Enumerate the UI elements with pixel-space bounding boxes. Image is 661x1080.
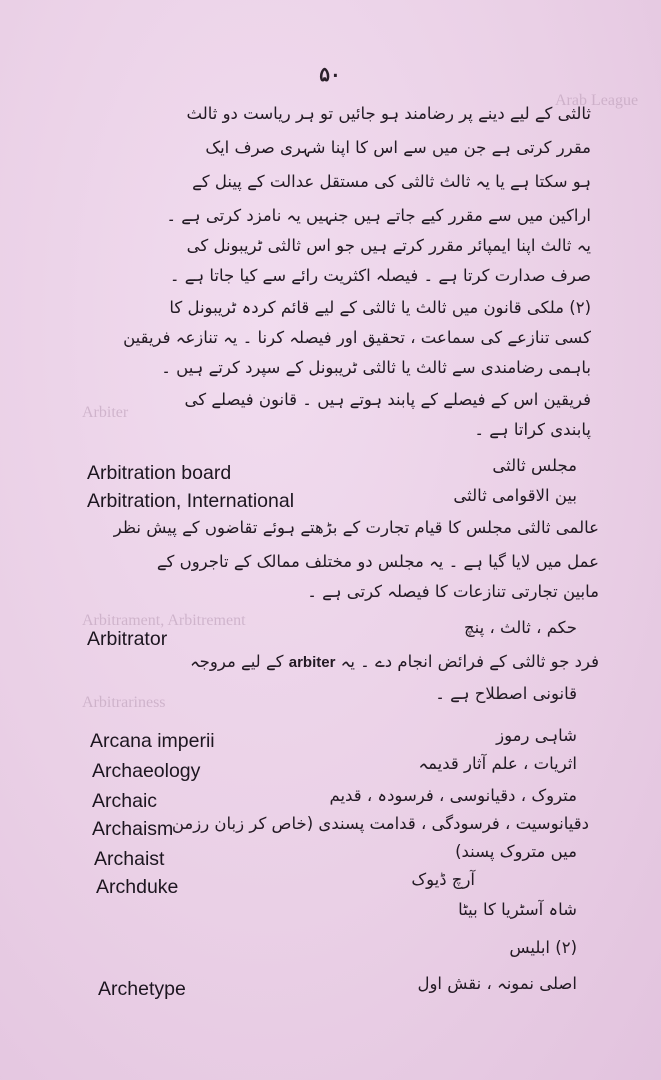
bleed-through-text: Arab League: [555, 92, 639, 109]
entry-term: Archaism: [92, 818, 174, 840]
paragraph-line: فریقین اس کے فیصلے کے پابند ہوتے ہیں ۔ قانون فیصلے کی: [184, 390, 591, 409]
paragraph-line: کسی تنازعے کی سماعت ، تحقیق اور فیصلہ کرنا ۔ یہ تنازعہ فریقین: [123, 328, 591, 347]
entry-term: Archaeology: [92, 760, 201, 782]
entry-term: Archaic: [92, 790, 158, 812]
entry-meaning-line: میں متروک پسند): [455, 842, 577, 861]
entry-meaning: مجلس ثالثی: [492, 456, 577, 475]
entry-term: Arbitration, International: [87, 490, 295, 512]
paragraph-line: باہمی رضامندی سے ثالث یا ثالثی ٹریبونل کے سپرد کرتے ہیں ۔: [161, 358, 591, 377]
paragraph-line: یہ ثالث اپنا ایمپائر مقرر کرتے ہیں جو اس ثالثی ٹریبونل کی: [186, 236, 591, 255]
entry-meaning: اثریات ، علم آثار قدیمہ: [418, 754, 577, 773]
entry-term: Archetype: [98, 978, 186, 1000]
bleed-through-text: Arbiter: [82, 404, 129, 421]
entry-term: Archduke: [96, 876, 179, 898]
entry-term: Arbitration board: [87, 462, 232, 484]
entry-meaning: شاہی رموز: [496, 726, 577, 745]
bleed-through-text: Arbitrament, Arbitrement: [82, 612, 246, 629]
entry-meaning: شاہ آسٹریا کا بیٹا: [458, 900, 577, 919]
entry-description-line: مابین تجارتی تنازعات کا فیصلہ کرتی ہے ۔: [307, 582, 599, 601]
entry-description-line: عمل میں لایا گیا ہے ۔ یہ مجلس دو مختلف ممالک کے تاجروں کے: [156, 552, 599, 571]
entry-meaning: اصلی نمونہ ، نقش اول: [417, 974, 577, 993]
entry-description-line: [190, 652, 599, 671]
paragraph-line: پابندی کراتا ہے ۔: [474, 420, 591, 439]
paragraph-line: (۲) ملکی قانون میں ثالث یا ثالثی کے لیے قائم کردہ ٹریبونل کا: [169, 298, 591, 317]
entry-term: Archaist: [94, 848, 165, 870]
page-number: ۵۰: [319, 62, 341, 86]
bleed-through-text: Arbitrariness: [82, 694, 166, 711]
entry-term: Arbitrator: [87, 628, 168, 650]
entry-meaning: (۲) ابلیس: [509, 938, 577, 957]
paragraph-line: ہو سکتا ہے یا یہ ثالث ثالثی کی مستقل عدالت کے پینل کے: [192, 172, 591, 191]
entry-description-line: عالمی ثالثی مجلس کا قیام تجارت کے بڑھتے ہوئے تقاضوں کے پیش نظر: [113, 518, 599, 537]
paragraph-line: صرف صدارت کرتا ہے ۔ فیصلہ اکثریت رائے سے کیا جاتا ہے ۔: [169, 266, 591, 285]
paragraph-line: اراکین میں سے مقرر کیے جاتے ہیں جنہیں یہ نامزد کرتی ہے ۔: [166, 206, 591, 225]
description-term: arbiter: [288, 654, 336, 671]
description-start: فرد جو ثالثی کے فرائض انجام دے ۔ یہ: [340, 652, 599, 671]
paragraph-line: مقرر کرتی ہے جن میں سے اس کا اپنا شہری صرف ایک: [205, 138, 591, 157]
entry-meaning: آرچ ڈیوک: [411, 870, 475, 889]
description-end: کے لیے مروجہ: [190, 652, 284, 671]
paragraph-line: ثالثی کے لیے دینے پر رضامند ہو جائیں تو ہر ریاست دو ثالث: [186, 104, 591, 123]
entry-term: Arcana imperii: [90, 730, 215, 752]
entry-meaning: حکم ، ثالث ، پنچ: [464, 618, 577, 637]
entry-meaning: بین الاقوامی ثالثی: [453, 486, 577, 505]
entry-meaning: متروک ، دقیانوسی ، فرسودہ ، قدیم: [329, 786, 577, 805]
entry-meaning: دقیانوسیت ، فرسودگی ، قدامت پسندی (خاص کر زبان رزمن: [171, 814, 589, 833]
entry-description-line: قانونی اصطلاح ہے ۔: [435, 684, 577, 703]
